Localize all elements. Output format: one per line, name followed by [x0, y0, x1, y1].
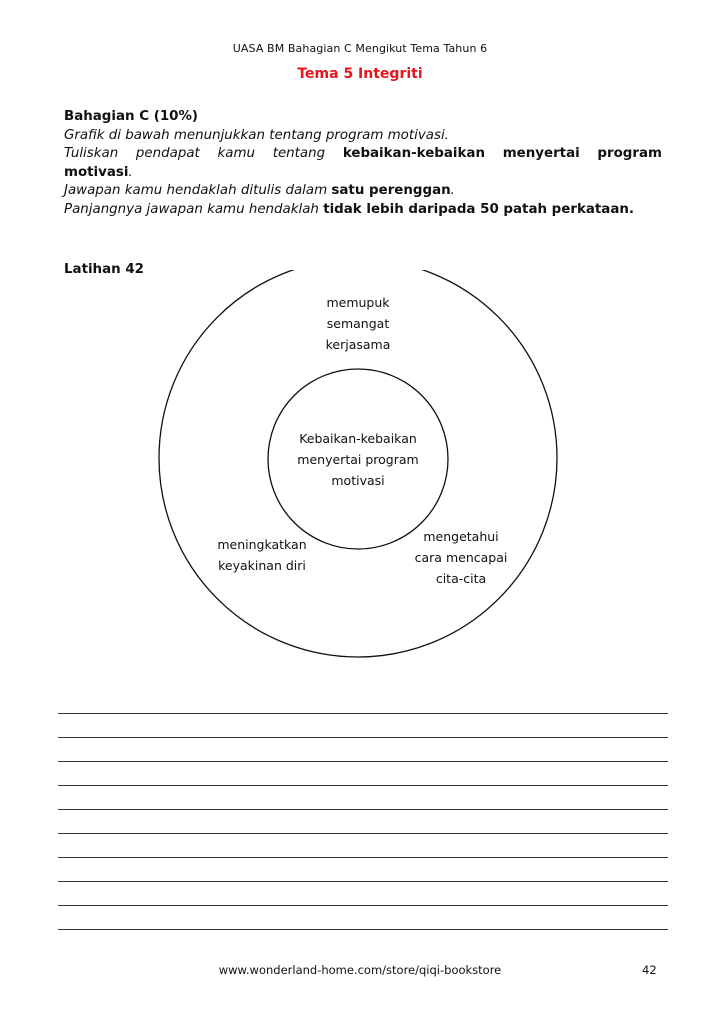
top-label — [278, 292, 438, 355]
top-label-line: memupuk — [326, 295, 390, 310]
answer-line — [58, 906, 668, 930]
instruction-bold-word: program — [597, 146, 662, 162]
instruction-word: tentang — [272, 146, 326, 162]
instruction-word: Tuliskan — [64, 146, 119, 162]
instruction-line-2 — [64, 145, 662, 164]
answer-line — [58, 858, 668, 882]
footer-url: www.wonderland-home.com/store/qiqi-bookstore — [218, 963, 502, 977]
center-label-line: menyertai program — [297, 452, 419, 467]
page-header: UASA BM Bahagian C Mengikut Tema Tahun 6 — [232, 42, 488, 55]
instruction-bold-word: kebaikan-kebaikan — [342, 146, 485, 162]
instruction-word: pendapat — [135, 146, 200, 162]
page-number: 42 — [642, 963, 657, 977]
answer-line — [58, 690, 668, 714]
instructions — [64, 108, 662, 220]
instruction-line-4 — [64, 182, 662, 201]
left-label-line: meningkatkan — [217, 537, 307, 552]
instruction-bold-text: satu perenggan — [331, 183, 451, 199]
instruction-line-3 — [64, 164, 662, 183]
instruction-bold-text: tidak lebih daripada 50 patah perkataan — [323, 201, 629, 217]
right-label — [396, 526, 526, 589]
answer-line — [58, 786, 668, 810]
right-label-line: mengetahui — [423, 529, 499, 544]
right-label-line: cita-cita — [435, 571, 487, 586]
instruction-bold-text: motivasi — [64, 164, 129, 180]
answer-line — [58, 810, 668, 834]
instruction-word: kamu — [217, 146, 255, 162]
center-label-line: motivasi — [331, 473, 385, 488]
section-heading: Bahagian C (10%) — [64, 109, 198, 124]
exercise-label: Latihan 42 — [64, 262, 144, 277]
center-label-line: Kebaikan-kebaikan — [299, 431, 417, 446]
answer-line — [58, 834, 668, 858]
instruction-text: Panjangnya jawapan kamu hendaklah — [64, 201, 324, 217]
center-label — [258, 428, 458, 491]
instruction-line-1: Grafik di bawah menunjukkan tentang program motivasi. — [64, 127, 449, 143]
answer-line — [58, 714, 668, 738]
page-title: Tema 5 Integriti — [297, 66, 423, 82]
answer-lines — [58, 690, 668, 930]
left-label — [192, 534, 332, 576]
instruction-line-5 — [64, 201, 662, 220]
top-label-line: semangat — [326, 316, 390, 331]
instruction-bold-word: menyertai — [502, 146, 580, 162]
instruction-punctuation: . — [450, 183, 455, 199]
answer-line — [58, 882, 668, 906]
instruction-punctuation: . — [628, 201, 634, 217]
instruction-text: Jawapan kamu hendaklah ditulis dalam — [64, 183, 332, 199]
circle-diagram — [150, 270, 570, 670]
left-label-line: keyakinan diri — [218, 558, 306, 573]
instruction-punctuation: . — [128, 164, 133, 180]
top-label-line: kerjasama — [325, 337, 391, 352]
answer-line — [58, 738, 668, 762]
answer-line — [58, 762, 668, 786]
right-label-line: cara mencapai — [414, 550, 508, 565]
